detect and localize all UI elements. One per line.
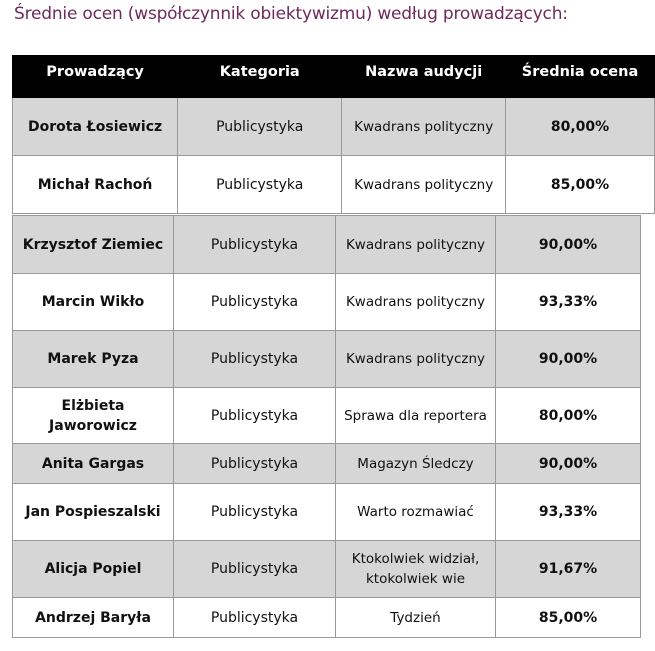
cell-category: Publicystyka	[174, 388, 336, 444]
table-row	[13, 484, 641, 541]
header-row	[13, 56, 655, 98]
cell-show: Kwadrans polityczny	[342, 156, 506, 214]
table-row	[13, 216, 641, 274]
cell-score: 93,33%	[496, 274, 641, 331]
cell-category: Publicystyka	[174, 541, 336, 598]
cell-score: 90,00%	[496, 331, 641, 388]
table-row	[13, 156, 655, 214]
cell-show: Kwadrans polityczny	[336, 274, 496, 331]
cell-category: Publicystyka	[174, 216, 336, 274]
cell-host: Andrzej Baryła	[13, 598, 174, 638]
cell-host: Jan Pospieszalski	[13, 484, 174, 541]
cell-show: Sprawa dla reportera	[336, 388, 496, 444]
page-title: Średnie ocen (współczynnik obiektywizmu) według prowadzących:	[14, 4, 568, 24]
cell-show: Warto rozmawiać	[336, 484, 496, 541]
cell-host: Krzysztof Ziemiec	[13, 216, 174, 274]
cell-category: Publicystyka	[174, 444, 336, 484]
table-row	[13, 98, 655, 156]
cell-category: Publicystyka	[178, 98, 342, 156]
cell-show: Tydzień	[336, 598, 496, 638]
header-show: Nazwa audycji	[342, 56, 506, 98]
cell-category: Publicystyka	[174, 331, 336, 388]
cell-score: 80,00%	[506, 98, 655, 156]
cell-score: 90,00%	[496, 216, 641, 274]
cell-host: Marek Pyza	[13, 331, 174, 388]
cell-score: 85,00%	[496, 598, 641, 638]
cell-score: 91,67%	[496, 541, 641, 598]
ratings-table	[12, 215, 641, 638]
ratings-table-top	[12, 55, 655, 214]
cell-host: Alicja Popiel	[13, 541, 174, 598]
cell-host: Marcin Wikło	[13, 274, 174, 331]
cell-category: Publicystyka	[178, 156, 342, 214]
cell-score: 85,00%	[506, 156, 655, 214]
cell-show: Ktokolwiek widział, ktokolwiek wie	[336, 541, 496, 598]
header-host: Prowadzący	[13, 56, 178, 98]
cell-score: 93,33%	[496, 484, 641, 541]
table-row	[13, 598, 641, 638]
cell-host: Anita Gargas	[13, 444, 174, 484]
table-row	[13, 388, 641, 444]
header-score: Średnia ocena	[506, 56, 655, 98]
cell-score: 80,00%	[496, 388, 641, 444]
table-row	[13, 331, 641, 388]
cell-show: Kwadrans polityczny	[336, 331, 496, 388]
cell-category: Publicystyka	[174, 274, 336, 331]
cell-show: Magazyn Śledczy	[336, 444, 496, 484]
cell-category: Publicystyka	[174, 598, 336, 638]
cell-host: Michał Rachoń	[13, 156, 178, 214]
cell-host: Elżbieta Jaworowicz	[13, 388, 174, 444]
cell-show: Kwadrans polityczny	[342, 98, 506, 156]
table-row	[13, 274, 641, 331]
cell-host: Dorota Łosiewicz	[13, 98, 178, 156]
cell-show: Kwadrans polityczny	[336, 216, 496, 274]
table-row	[13, 541, 641, 598]
header-category: Kategoria	[178, 56, 342, 98]
cell-category: Publicystyka	[174, 484, 336, 541]
table-row	[13, 444, 641, 484]
cell-score: 90,00%	[496, 444, 641, 484]
